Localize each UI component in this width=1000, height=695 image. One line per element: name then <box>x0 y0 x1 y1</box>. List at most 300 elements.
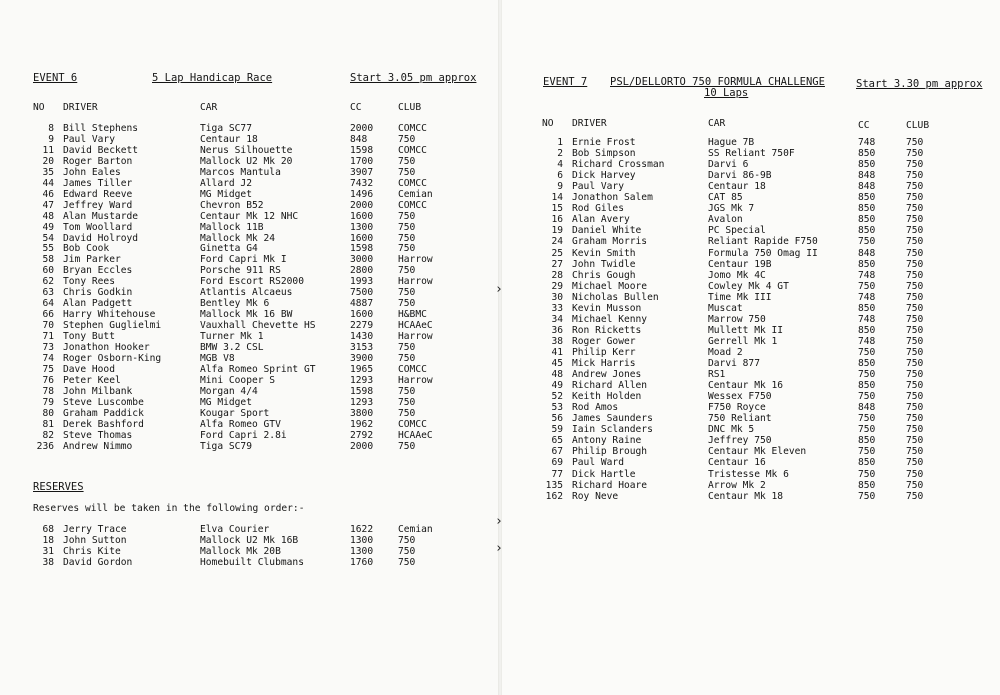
event7-col-driver: DRIVER <box>572 118 607 129</box>
cell-driver: Dick Harvey <box>572 170 636 182</box>
cell-cc: 1965 <box>350 363 374 375</box>
cell-driver: Jonathon Salem <box>572 192 653 204</box>
cell-driver: Paul Ward <box>572 457 624 469</box>
cell-car: Time Mk III <box>708 291 772 303</box>
cell-no: 73 <box>42 342 54 353</box>
cell-driver: Chris Kite <box>63 546 121 557</box>
cell-club: 750 <box>906 468 924 480</box>
cell-club: 750 <box>398 243 416 255</box>
table-row <box>502 424 1000 435</box>
table-row <box>0 134 498 145</box>
cell-cc: 1293 <box>350 396 374 408</box>
cell-cc: 850 <box>858 203 876 215</box>
cell-car: Wessex F750 <box>708 391 772 403</box>
cell-club: 750 <box>398 407 416 419</box>
table-row <box>502 292 1000 303</box>
event7-title: PSL/DELLORTO 750 FORMULA CHALLENGE <box>610 76 825 88</box>
cell-driver: James Tiller <box>63 177 133 189</box>
table-row <box>502 480 1000 491</box>
cell-no: 56 <box>551 413 563 425</box>
cell-car: JGS Mk 7 <box>708 203 755 215</box>
table-row <box>502 435 1000 446</box>
cell-car: Porsche 911 RS <box>200 265 281 277</box>
cell-club: 750 <box>906 214 924 226</box>
cell-cc: 3153 <box>350 342 374 353</box>
table-row <box>0 265 498 276</box>
cell-cc: 750 <box>858 391 876 403</box>
cell-cc: 850 <box>858 302 876 314</box>
cell-no: 34 <box>551 313 563 325</box>
cell-car: PC Special <box>708 225 766 237</box>
cell-no: 71 <box>42 331 54 343</box>
cell-no: 30 <box>551 291 563 303</box>
cell-driver: Tony Rees <box>63 276 115 288</box>
cell-club: 750 <box>398 546 416 557</box>
cell-cc: 7500 <box>350 287 374 299</box>
cell-club: COMCC <box>398 363 427 375</box>
cell-club: 750 <box>906 181 924 193</box>
cell-driver: Roger Osborn-King <box>63 352 162 364</box>
cell-club: COMCC <box>398 177 427 189</box>
cell-club: 750 <box>398 221 416 233</box>
cell-cc: 4887 <box>350 298 374 310</box>
cell-club: 750 <box>906 446 924 458</box>
cell-driver: Rod Amos <box>572 402 619 414</box>
cell-club: Harrow <box>398 276 433 288</box>
cell-driver: Keith Holden <box>572 391 642 403</box>
table-row <box>0 145 498 156</box>
cell-cc: 3907 <box>350 166 374 178</box>
cell-no: 53 <box>551 402 563 414</box>
cell-no: 77 <box>551 468 563 480</box>
cell-driver: Chris Godkin <box>63 287 133 299</box>
cell-driver: Andrew Jones <box>572 369 642 381</box>
cell-no: 62 <box>42 276 54 288</box>
cell-club: 750 <box>398 557 416 568</box>
cell-club: 750 <box>398 352 416 364</box>
table-row <box>0 309 498 320</box>
table-row <box>0 156 498 167</box>
cell-no: 81 <box>42 418 54 430</box>
cell-cc: 1598 <box>350 385 374 397</box>
cell-cc: 850 <box>858 148 876 160</box>
cell-no: 135 <box>545 479 563 491</box>
cell-driver: Iain Sclanders <box>572 424 653 436</box>
table-row <box>0 167 498 178</box>
cell-club: 750 <box>906 258 924 270</box>
cell-car: Alfa Romeo Sprint GT <box>200 363 316 375</box>
cell-no: 6 <box>557 170 563 182</box>
cell-cc: 1300 <box>350 535 374 546</box>
cell-cc: 1993 <box>350 276 374 288</box>
cell-club: 750 <box>906 302 924 314</box>
cell-no: 79 <box>42 396 54 408</box>
cell-driver: Kevin Smith <box>572 247 636 259</box>
cell-cc: 1622 <box>350 524 374 535</box>
cell-club: 750 <box>906 435 924 447</box>
cell-cc: 1700 <box>350 155 374 167</box>
cell-club: Cemian <box>398 188 433 200</box>
cell-club: 750 <box>398 287 416 299</box>
cell-no: 69 <box>551 457 563 469</box>
cell-club: 750 <box>906 369 924 381</box>
event7-subtitle: 10 Laps <box>704 87 749 99</box>
cell-driver: Nicholas Bullen <box>572 291 659 303</box>
table-row <box>502 380 1000 391</box>
cell-cc: 750 <box>858 280 876 292</box>
event6-title: 5 Lap Handicap Race <box>152 72 273 84</box>
cell-no: 64 <box>42 298 54 310</box>
cell-cc: 1600 <box>350 309 374 321</box>
event6-col-driver: DRIVER <box>63 102 98 113</box>
cell-club: 750 <box>398 166 416 178</box>
table-row <box>0 353 498 364</box>
table-row <box>0 397 498 408</box>
cell-club: 750 <box>398 440 416 452</box>
table-row <box>0 189 498 200</box>
cell-club: 750 <box>906 380 924 392</box>
cell-driver: Ron Ricketts <box>572 324 642 336</box>
cell-car: Mallock Mk 16 BW <box>200 309 293 321</box>
reserves-note: Reserves will be taken in the following order:- <box>33 503 305 514</box>
cell-no: 11 <box>42 144 54 156</box>
cell-cc: 2000 <box>350 440 374 452</box>
table-row <box>502 137 1000 148</box>
cell-car: Atlantis Alcaeus <box>200 287 293 299</box>
cell-cc: 750 <box>858 468 876 480</box>
table-row <box>502 446 1000 457</box>
cell-car: MG Midget <box>200 188 252 200</box>
cell-cc: 2279 <box>350 320 374 332</box>
cell-driver: Tom Woollard <box>63 221 133 233</box>
cell-club: 750 <box>906 247 924 259</box>
cell-car: Darvi 877 <box>708 358 760 369</box>
cell-no: 70 <box>42 320 54 332</box>
table-row <box>0 254 498 265</box>
cell-no: 29 <box>551 280 563 292</box>
table-row <box>0 430 498 441</box>
event6-label: EVENT 6 <box>33 72 78 84</box>
cell-club: 750 <box>906 324 924 336</box>
cell-no: 15 <box>551 203 563 215</box>
table-row <box>0 342 498 353</box>
cell-driver: Dave Hood <box>63 363 115 375</box>
cell-car: SS Reliant 750F <box>708 148 795 160</box>
cell-car: Tiga SC77 <box>200 123 252 134</box>
cell-no: 47 <box>42 199 54 211</box>
table-row <box>0 123 498 134</box>
cell-no: 55 <box>42 243 54 255</box>
cell-no: 59 <box>551 424 563 436</box>
cell-club: COMCC <box>398 199 427 211</box>
table-row <box>502 181 1000 192</box>
cell-cc: 850 <box>858 457 876 469</box>
cell-no: 14 <box>551 192 563 204</box>
cell-car: Mallock U2 Mk 20 <box>200 155 293 167</box>
cell-cc: 848 <box>858 181 876 193</box>
table-row <box>0 535 498 546</box>
cell-cc: 748 <box>858 291 876 303</box>
cell-driver: Philip Brough <box>572 446 648 458</box>
cell-club: 750 <box>906 291 924 303</box>
cell-driver: John Milbank <box>63 385 133 397</box>
cell-car: Centaur 19B <box>708 258 772 270</box>
cell-car: Darvi 6 <box>708 159 749 171</box>
table-row <box>502 225 1000 236</box>
cell-no: 20 <box>42 155 54 167</box>
cell-club: 750 <box>906 236 924 248</box>
cell-car: Jomo Mk 4C <box>708 269 766 281</box>
cell-club: Harrow <box>398 331 433 343</box>
cell-cc: 750 <box>858 446 876 458</box>
cell-driver: Edward Reeve <box>63 188 133 200</box>
cell-driver: Alan Avery <box>572 214 630 226</box>
cell-club: 750 <box>906 159 924 171</box>
cell-cc: 848 <box>858 170 876 182</box>
cell-no: 38 <box>551 335 563 347</box>
table-row <box>502 325 1000 336</box>
cell-cc: 750 <box>858 369 876 381</box>
event7-col-no: NO <box>542 118 554 129</box>
table-row <box>502 170 1000 181</box>
table-row <box>502 391 1000 402</box>
table-row <box>0 408 498 419</box>
cell-cc: 748 <box>858 335 876 347</box>
cell-driver: Paul Vary <box>572 181 624 193</box>
cell-cc: 1600 <box>350 210 374 222</box>
cell-no: 236 <box>36 440 54 452</box>
cell-no: 75 <box>42 363 54 375</box>
cell-driver: Paul Vary <box>63 133 115 145</box>
cell-cc: 1962 <box>350 418 374 430</box>
scan-mark: › <box>495 514 503 529</box>
cell-car: Muscat <box>708 302 743 314</box>
cell-car: Mallock U2 Mk 16B <box>200 535 299 546</box>
cell-driver: Roger Gower <box>572 335 636 347</box>
cell-car: BMW 3.2 CSL <box>200 342 264 353</box>
cell-no: 41 <box>551 346 563 358</box>
cell-club: 750 <box>398 133 416 145</box>
cell-cc: 750 <box>858 413 876 425</box>
table-row <box>502 236 1000 247</box>
cell-cc: 748 <box>858 313 876 325</box>
cell-car: Homebuilt Clubmans <box>200 557 304 568</box>
cell-car: Cowley Mk 4 GT <box>708 280 789 292</box>
cell-club: 750 <box>906 358 924 369</box>
cell-driver: Richard Hoare <box>572 479 648 491</box>
cell-club: 750 <box>906 391 924 403</box>
cell-club: 750 <box>906 280 924 292</box>
cell-driver: Bob Simpson <box>572 148 636 160</box>
cell-no: 4 <box>557 159 563 171</box>
cell-cc: 850 <box>858 380 876 392</box>
cell-no: 44 <box>42 177 54 189</box>
cell-driver: Stephen Guglielmi <box>63 320 162 332</box>
cell-club: 750 <box>398 210 416 222</box>
cell-car: Elva Courier <box>200 524 270 535</box>
table-row <box>0 364 498 375</box>
cell-cc: 748 <box>858 269 876 281</box>
table-row <box>0 243 498 254</box>
cell-driver: Graham Morris <box>572 236 648 248</box>
table-row <box>0 419 498 430</box>
cell-cc: 3000 <box>350 254 374 266</box>
cell-club: 750 <box>906 490 924 502</box>
cell-car: Marcos Mantula <box>200 166 281 178</box>
cell-driver: Kevin Musson <box>572 302 642 314</box>
cell-driver: Graham Paddick <box>63 407 144 419</box>
cell-cc: 850 <box>858 479 876 491</box>
table-row <box>502 369 1000 380</box>
cell-driver: Alan Mustarde <box>63 210 139 222</box>
cell-cc: 850 <box>858 258 876 270</box>
table-row <box>502 457 1000 468</box>
cell-no: 19 <box>551 225 563 237</box>
cell-no: 82 <box>42 429 54 441</box>
cell-no: 24 <box>551 236 563 248</box>
cell-no: 76 <box>42 374 54 386</box>
table-row <box>0 178 498 189</box>
cell-club: 750 <box>906 413 924 425</box>
cell-car: Tiga SC79 <box>200 440 252 452</box>
cell-club: Cemian <box>398 524 433 535</box>
table-row <box>0 524 498 535</box>
cell-driver: Tony Butt <box>63 331 115 343</box>
cell-no: 65 <box>551 435 563 447</box>
cell-club: 750 <box>398 385 416 397</box>
cell-no: 74 <box>42 352 54 364</box>
cell-driver: John Sutton <box>63 535 127 546</box>
cell-car: Centaur Mk 12 NHC <box>200 210 299 222</box>
cell-driver: Antony Raine <box>572 435 642 447</box>
table-row <box>502 358 1000 369</box>
cell-no: 66 <box>42 309 54 321</box>
cell-car: Reliant Rapide F750 <box>708 236 818 248</box>
event7-start-time: Start 3.30 pm approx <box>856 78 983 90</box>
cell-car: Kougar Sport <box>200 407 270 419</box>
cell-cc: 850 <box>858 358 876 369</box>
cell-club: COMCC <box>398 123 427 134</box>
cell-car: DNC Mk 5 <box>708 424 755 436</box>
cell-driver: Roger Barton <box>63 155 133 167</box>
cell-cc: 2792 <box>350 429 374 441</box>
cell-no: 36 <box>551 324 563 336</box>
cell-club: HCAAeC <box>398 429 433 441</box>
cell-no: 48 <box>551 369 563 381</box>
cell-no: 31 <box>42 546 54 557</box>
event6-start-time: Start 3.05 pm approx <box>350 72 477 84</box>
cell-driver: Jim Parker <box>63 254 121 266</box>
cell-car: 750 Reliant <box>708 413 772 425</box>
cell-driver: Bryan Eccles <box>63 265 133 277</box>
table-row <box>502 148 1000 159</box>
cell-no: 67 <box>551 446 563 458</box>
cell-driver: Jerry Trace <box>63 524 127 535</box>
cell-car: Alfa Romeo GTV <box>200 418 281 430</box>
cell-cc: 1760 <box>350 557 374 568</box>
cell-no: 9 <box>48 133 54 145</box>
event7-label: EVENT 7 <box>543 76 588 88</box>
cell-driver: Harry Whitehouse <box>63 309 156 321</box>
cell-driver: Steve Thomas <box>63 429 133 441</box>
event6-col-cc: CC <box>350 102 362 113</box>
cell-no: 1 <box>557 137 563 148</box>
cell-car: Gerrell Mk 1 <box>708 335 778 347</box>
cell-driver: Roy Neve <box>572 490 619 502</box>
cell-club: 750 <box>906 170 924 182</box>
cell-club: 750 <box>398 155 416 167</box>
table-row <box>0 287 498 298</box>
cell-car: Allard J2 <box>200 177 252 189</box>
cell-cc: 848 <box>858 247 876 259</box>
table-row <box>502 248 1000 259</box>
cell-no: 33 <box>551 302 563 314</box>
cell-driver: James Saunders <box>572 413 653 425</box>
cell-club: Harrow <box>398 254 433 266</box>
event7-col-cc: CC <box>858 120 870 131</box>
cell-club: 750 <box>398 535 416 546</box>
cell-no: 80 <box>42 407 54 419</box>
cell-car: Jeffrey 750 <box>708 435 772 447</box>
cell-cc: 1430 <box>350 331 374 343</box>
table-row <box>0 331 498 342</box>
cell-driver: Mick Harris <box>572 358 636 369</box>
cell-club: 750 <box>906 203 924 215</box>
cell-driver: Derek Bashford <box>63 418 144 430</box>
scan-mark: › <box>495 541 503 556</box>
cell-car: Centaur 16 <box>708 457 766 469</box>
cell-club: 750 <box>906 269 924 281</box>
cell-driver: Michael Kenny <box>572 313 648 325</box>
cell-driver: Dick Hartle <box>572 468 636 480</box>
cell-driver: John Eales <box>63 166 121 178</box>
cell-driver: David Holroyd <box>63 232 139 244</box>
table-row <box>502 491 1000 502</box>
cell-car: Centaur 18 <box>200 133 258 145</box>
cell-driver: Daniel White <box>572 225 642 237</box>
table-row <box>502 214 1000 225</box>
cell-car: Morgan 4/4 <box>200 385 258 397</box>
cell-car: Bentley Mk 6 <box>200 298 270 310</box>
cell-cc: 750 <box>858 346 876 358</box>
cell-no: 60 <box>42 265 54 277</box>
cell-no: 35 <box>42 166 54 178</box>
cell-car: Ford Capri 2.8i <box>200 429 287 441</box>
cell-driver: David Beckett <box>63 144 139 156</box>
cell-car: Avalon <box>708 214 743 226</box>
cell-driver: Jeffrey Ward <box>63 199 133 211</box>
cell-club: COMCC <box>398 418 427 430</box>
page-event-7 <box>502 0 1000 695</box>
cell-no: 46 <box>42 188 54 200</box>
table-row <box>0 211 498 222</box>
cell-no: 78 <box>42 385 54 397</box>
cell-club: 750 <box>906 225 924 237</box>
cell-no: 9 <box>557 181 563 193</box>
cell-car: Centaur Mk Eleven <box>708 446 807 458</box>
cell-car: Centaur Mk 16 <box>708 380 784 392</box>
cell-driver: Michael Moore <box>572 280 648 292</box>
table-row <box>502 259 1000 270</box>
cell-car: Ford Escort RS2000 <box>200 276 304 288</box>
table-row <box>0 375 498 386</box>
table-row <box>502 347 1000 358</box>
cell-cc: 750 <box>858 490 876 502</box>
cell-car: Chevron B52 <box>200 199 264 211</box>
cell-driver: Richard Crossman <box>572 159 665 171</box>
cell-no: 38 <box>42 557 54 568</box>
page-event-6 <box>0 0 498 695</box>
